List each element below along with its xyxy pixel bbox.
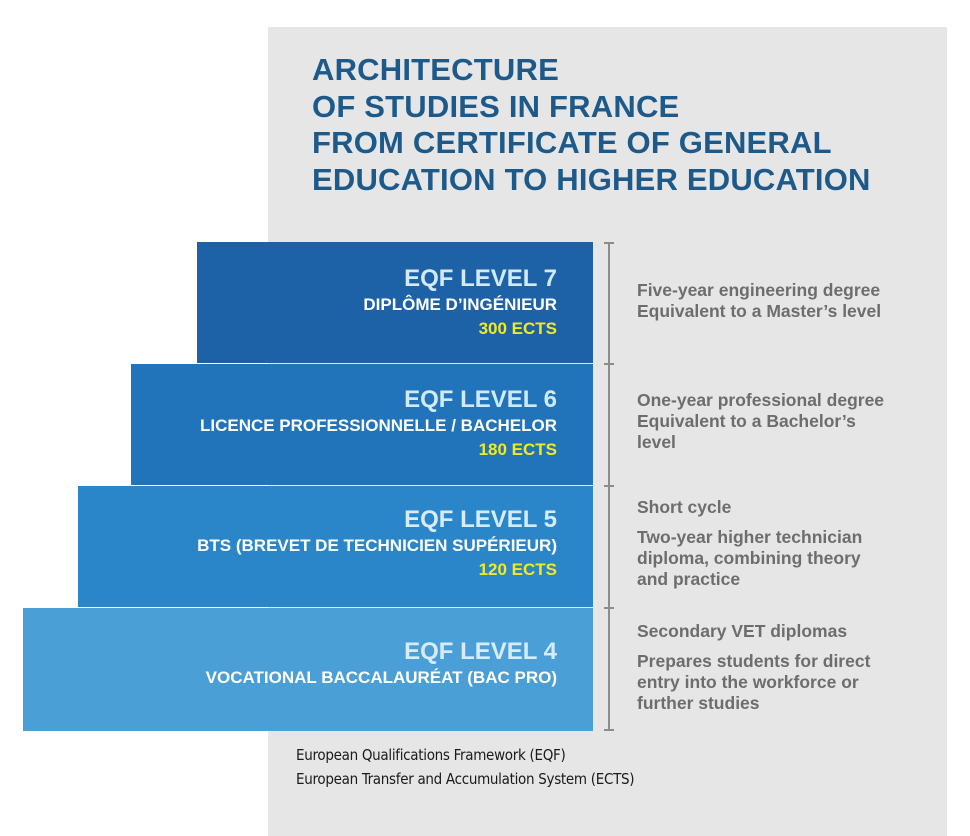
title-line-3: FROM CERTIFICATE OF GENERAL — [312, 125, 832, 160]
level-label: EQF LEVEL 5 — [404, 506, 557, 533]
ects-credits: 300 ECTS — [478, 319, 557, 338]
diploma-name: LICENCE PROFESSIONNELLE / BACHELOR — [199, 416, 557, 435]
description-line: further studies — [637, 693, 760, 713]
description-line: Short cycle — [637, 497, 732, 517]
step-eqf-level-6 — [131, 364, 593, 485]
description-line: Equivalent to a Bachelor’s — [637, 411, 856, 431]
description-line: Equivalent to a Master’s level — [637, 301, 882, 321]
description-level-6 — [637, 390, 942, 453]
description-line: entry into the workforce or — [637, 672, 859, 692]
description-line: Two-year higher technician — [637, 527, 863, 547]
step-eqf-level-4 — [23, 608, 593, 731]
description-level-7 — [637, 280, 942, 322]
level-bracket — [604, 242, 614, 731]
diploma-name: BTS (BREVET DE TECHNICIEN SUPÉRIEUR) — [197, 536, 557, 555]
description-line: diploma, combining theory — [637, 548, 861, 568]
diploma-name: DIPLÔME D’INGÉNIEUR — [363, 295, 557, 314]
level-label: EQF LEVEL 6 — [404, 386, 557, 413]
description-line: Secondary VET diplomas — [637, 621, 848, 641]
footnote-ects: European Transfer and Accumulation System (ECTS) — [296, 770, 635, 788]
title-line-1: ARCHITECTURE — [312, 52, 559, 87]
diploma-name: VOCATIONAL BACCALAURÉAT (BAC PRO) — [205, 668, 557, 687]
description-line: level — [637, 432, 676, 452]
bracket-tick — [604, 242, 614, 244]
step-eqf-level-7 — [197, 242, 593, 363]
ects-credits: 120 ECTS — [478, 560, 557, 579]
description-line: and practice — [637, 569, 741, 589]
description-level-4 — [637, 621, 942, 714]
bracket-tick — [604, 607, 614, 609]
bracket-tick — [604, 729, 614, 731]
description-line: Prepares students for direct — [637, 651, 871, 671]
footnote — [296, 743, 896, 791]
bracket-tick — [604, 485, 614, 487]
ects-credits: 180 ECTS — [478, 440, 557, 459]
description-level-5 — [637, 497, 942, 590]
level-label: EQF LEVEL 7 — [404, 265, 557, 292]
description-line: One-year professional degree — [637, 390, 885, 410]
title-line-4: EDUCATION TO HIGHER EDUCATION — [312, 161, 871, 197]
title-line-2: OF STUDIES IN FRANCE — [312, 88, 680, 124]
diagram-title — [312, 52, 942, 198]
description-line: Five-year engineering degree — [637, 280, 881, 300]
footnote-eqf: European Qualifications Framework (EQF) — [296, 746, 566, 764]
level-label: EQF LEVEL 4 — [404, 638, 557, 665]
step-eqf-level-5 — [78, 486, 593, 607]
bracket-tick — [604, 363, 614, 365]
